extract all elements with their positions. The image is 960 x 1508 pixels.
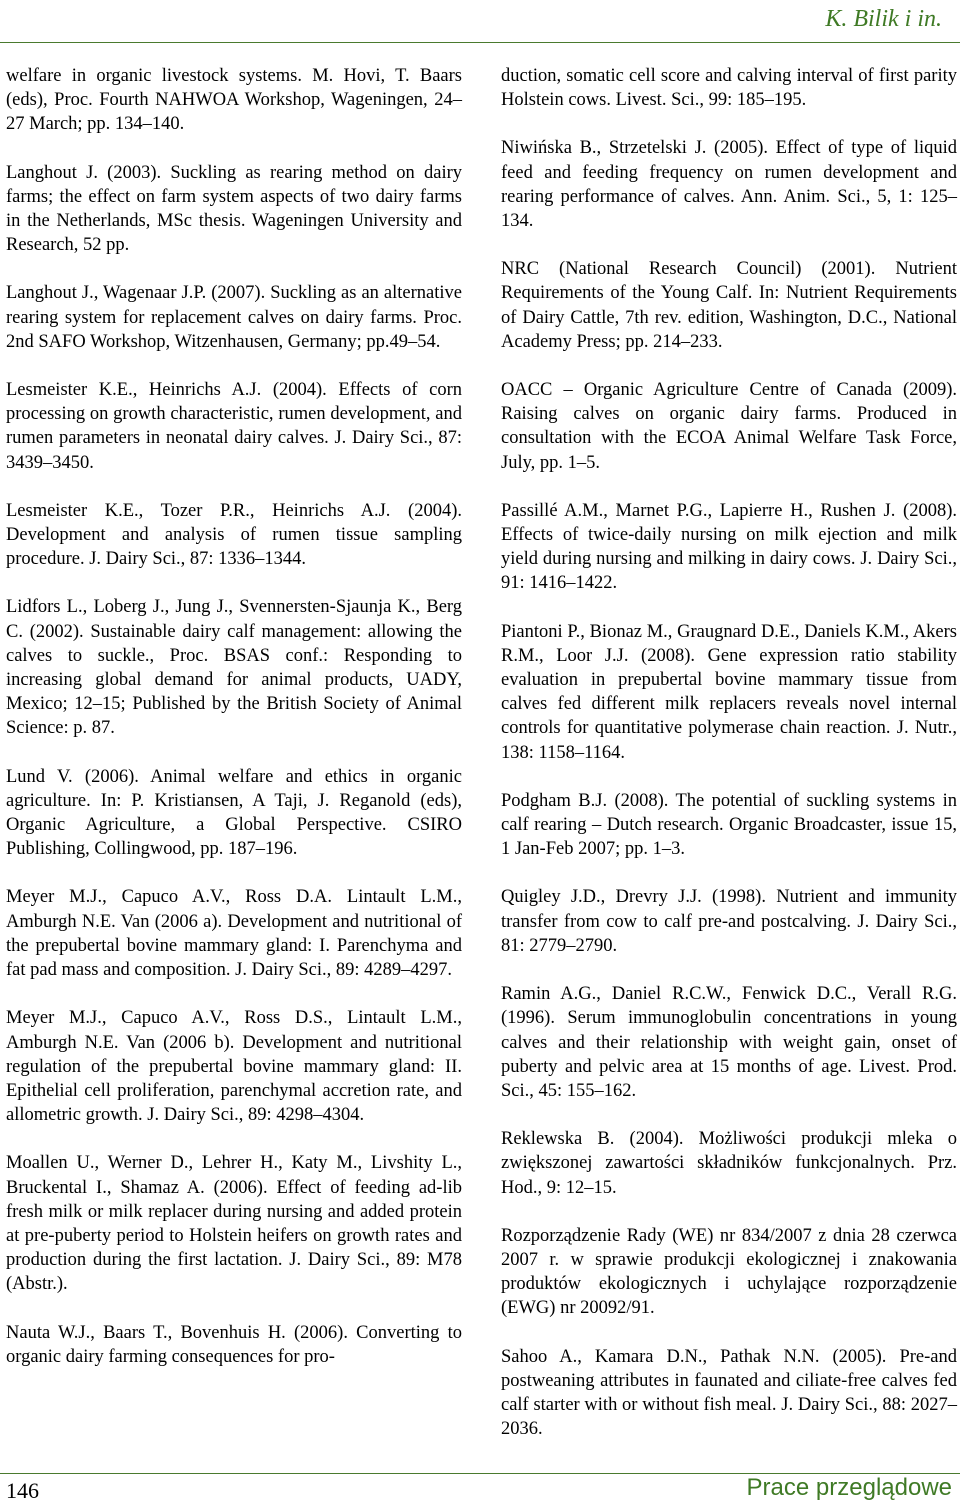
reference-entry: NRC (National Research Council) (2001). Nutrient Requirements of the Young Calf. In: Nutrient Requirements of Dairy Cattle, 7th rev. edition, Washington, D.C., National Academy Press; pp. 214–233. bbox=[501, 259, 957, 352]
reference-entry: Meyer M.J., Capuco A.V., Ross D.A. Lintault L.M., Amburgh N.E. Van (2006 a). Development and nutritional of the prepubertal bovine mammary gland: I. Parenchyma and fat pad mass and composition. J. Dairy Sci., 89: 4289–4297. bbox=[6, 887, 462, 981]
reference-entry: Reklewska B. (2004). Możliwości produkcji mleka o zwiększonej zawartości składników funkcjonalnych. Prz. Hod., 9: 12–15. bbox=[501, 1129, 957, 1198]
reference-entry: Meyer M.J., Capuco A.V., Ross D.S., Lintault L.M., Amburgh N.E. Van (2006 b). Development and nutritional regulation of the prepubertal bovine mammary gland: II. Epithelial cell proliferation, parenchymal accretion rate, and allometric growth. J. Dairy Sci., 89: 4298–4304. bbox=[6, 1008, 462, 1126]
reference-entry: duction, somatic cell score and calving interval of first parity Holstein cows. Livest. Sci., 99: 185–195. bbox=[501, 66, 957, 111]
page-number: 146 bbox=[6, 1478, 39, 1503]
reference-entry: Nauta W.J., Baars T., Bovenhuis H. (2006). Converting to organic dairy farming consequences for pro- bbox=[6, 1322, 462, 1367]
right-column bbox=[501, 64, 957, 1465]
reference-entry: Quigley J.D., Drevry J.J. (1998). Nutrient and immunity transfer from cow to calf pre-and postcalving. J. Dairy Sci., 81: 2779–2790. bbox=[501, 887, 957, 956]
reference-entry: Ramin A.G., Daniel R.C.W., Fenwick D.C., Verall R.G. (1996). Serum immunoglobulin concentrations in young calves and their relationship with weight gain, onset of puberty and pelvic area at 15 months of age. Livest. Prod. Sci., 45: 155–162. bbox=[501, 984, 957, 1101]
reference-entry: Sahoo A., Kamara D.N., Pathak N.N. (2005). Pre-and postweaning attributes in faunated and ciliate-free calves fed calf starter with or without fish meal. J. Dairy Sci., 88: 2027–2036. bbox=[501, 1346, 957, 1440]
reference-entry: Passillé A.M., Marnet P.G., Lapierre H., Rushen J. (2008). Effects of twice-daily nursing on milk ejection and milk yield during nursing and milking in dairy cows. J. Dairy Sci., 91: 1416–1422. bbox=[501, 500, 957, 594]
reference-entry: Lidfors L., Loberg J., Jung J., Svennersten-Sjaunja K., Berg C. (2002). Sustainable dairy calf management: allowing the calves to suckle., Proc. BSAS conf.: Responding to increasing global demand for animal products, UADY, Mexico; 12–15; Published by the British Society of Animal Science: p. 87. bbox=[6, 597, 462, 739]
reference-entry: OACC – Organic Agriculture Centre of Canada (2009). Raising calves on organic dairy farms. Produced in consultation with the ECOA Animal Welfare Task Force, July, pp. 1–5. bbox=[501, 380, 957, 473]
reference-entry: Langhout J. (2003). Suckling as rearing method on dairy farms; the effect on farm system aspects of two dairy farms in the Netherlands, MSc thesis. Wageningen University and Research, 52 pp. bbox=[6, 162, 462, 256]
reference-entry: Lesmeister K.E., Tozer P.R., Heinrichs A.J. (2004). Development and analysis of rumen tissue sampling procedure. J. Dairy Sci., 87: 1336–1344. bbox=[6, 500, 462, 570]
reference-entry: Moallen U., Werner D., Lehrer H., Katy M., Livshity L., Bruckental I., Shamaz A. (2006). Effect of feeding ad-lib fresh milk or milk replacer during nursing and added protein at pre-puberty period to Holstein heifers on growth rates and production during the first lactation. J. Dairy Sci., 89: M78 (Abstr.). bbox=[6, 1153, 462, 1295]
section-name: Prace przeglądowe bbox=[746, 1474, 952, 1501]
reference-entry: Rozporządzenie Rady (WE) nr 834/2007 z dnia 28 czerwca 2007 r. w sprawie produkcji ekologicznej i znakowania produktów ekologicznych i uchylające rozporządzenie (EWG) nr 20092/91. bbox=[501, 1225, 957, 1319]
reference-entry: Langhout J., Wagenaar J.P. (2007). Suckling as an alternative rearing system for replacement calves on dairy farms. Proc. 2nd SAFO Workshop, Witzenhausen, Germany; pp.49–54. bbox=[6, 283, 462, 352]
reference-entry: welfare in organic livestock systems. M. Hovi, T. Baars (eds), Proc. Fourth NAHWOA Workshop, Wageningen, 24–27 March; pp. 134–140. bbox=[6, 66, 462, 135]
reference-entry: Lund V. (2006). Animal welfare and ethics in organic agriculture. In: P. Kristiansen, A Taji, J. Reganold (eds), Organic Agriculture, a Global Perspective. CSIRO Publishing, Collingwood, pp. 187–196. bbox=[6, 766, 462, 860]
reference-entry: Podgham B.J. (2008). The potential of suckling systems in calf rearing – Dutch research. Organic Broadcaster, issue 15, 1 Jan-Feb 2007; pp. 1–3. bbox=[501, 790, 957, 860]
reference-entry: Piantoni P., Bionaz M., Graugnard D.E., Daniels K.M., Akers R.M., Loor J.J. (2008). Gene expression ratio stability evaluation in prepubertal bovine mammary tissue from calves fed different milk replacers reveals novel internal controls for quantitative polymerase chain reaction. J. Nutr., 138: 1158–1164. bbox=[501, 621, 957, 763]
page-header bbox=[0, 0, 960, 43]
running-header-authors: K. Bilik i in. bbox=[825, 6, 942, 32]
left-column bbox=[6, 64, 462, 1393]
reference-entry: Niwińska B., Strzetelski J. (2005). Effect of type of liquid feed and feeding frequency on rumen development and rearing performance of calves. Ann. Anim. Sci., 5, 1: 125–134. bbox=[501, 138, 957, 232]
reference-entry: Lesmeister K.E., Heinrichs A.J. (2004). Effects of corn processing on growth characteristic, rumen development, and rumen parameters in neonatal dairy calves. J. Dairy Sci., 87: 3439–3450. bbox=[6, 380, 462, 473]
